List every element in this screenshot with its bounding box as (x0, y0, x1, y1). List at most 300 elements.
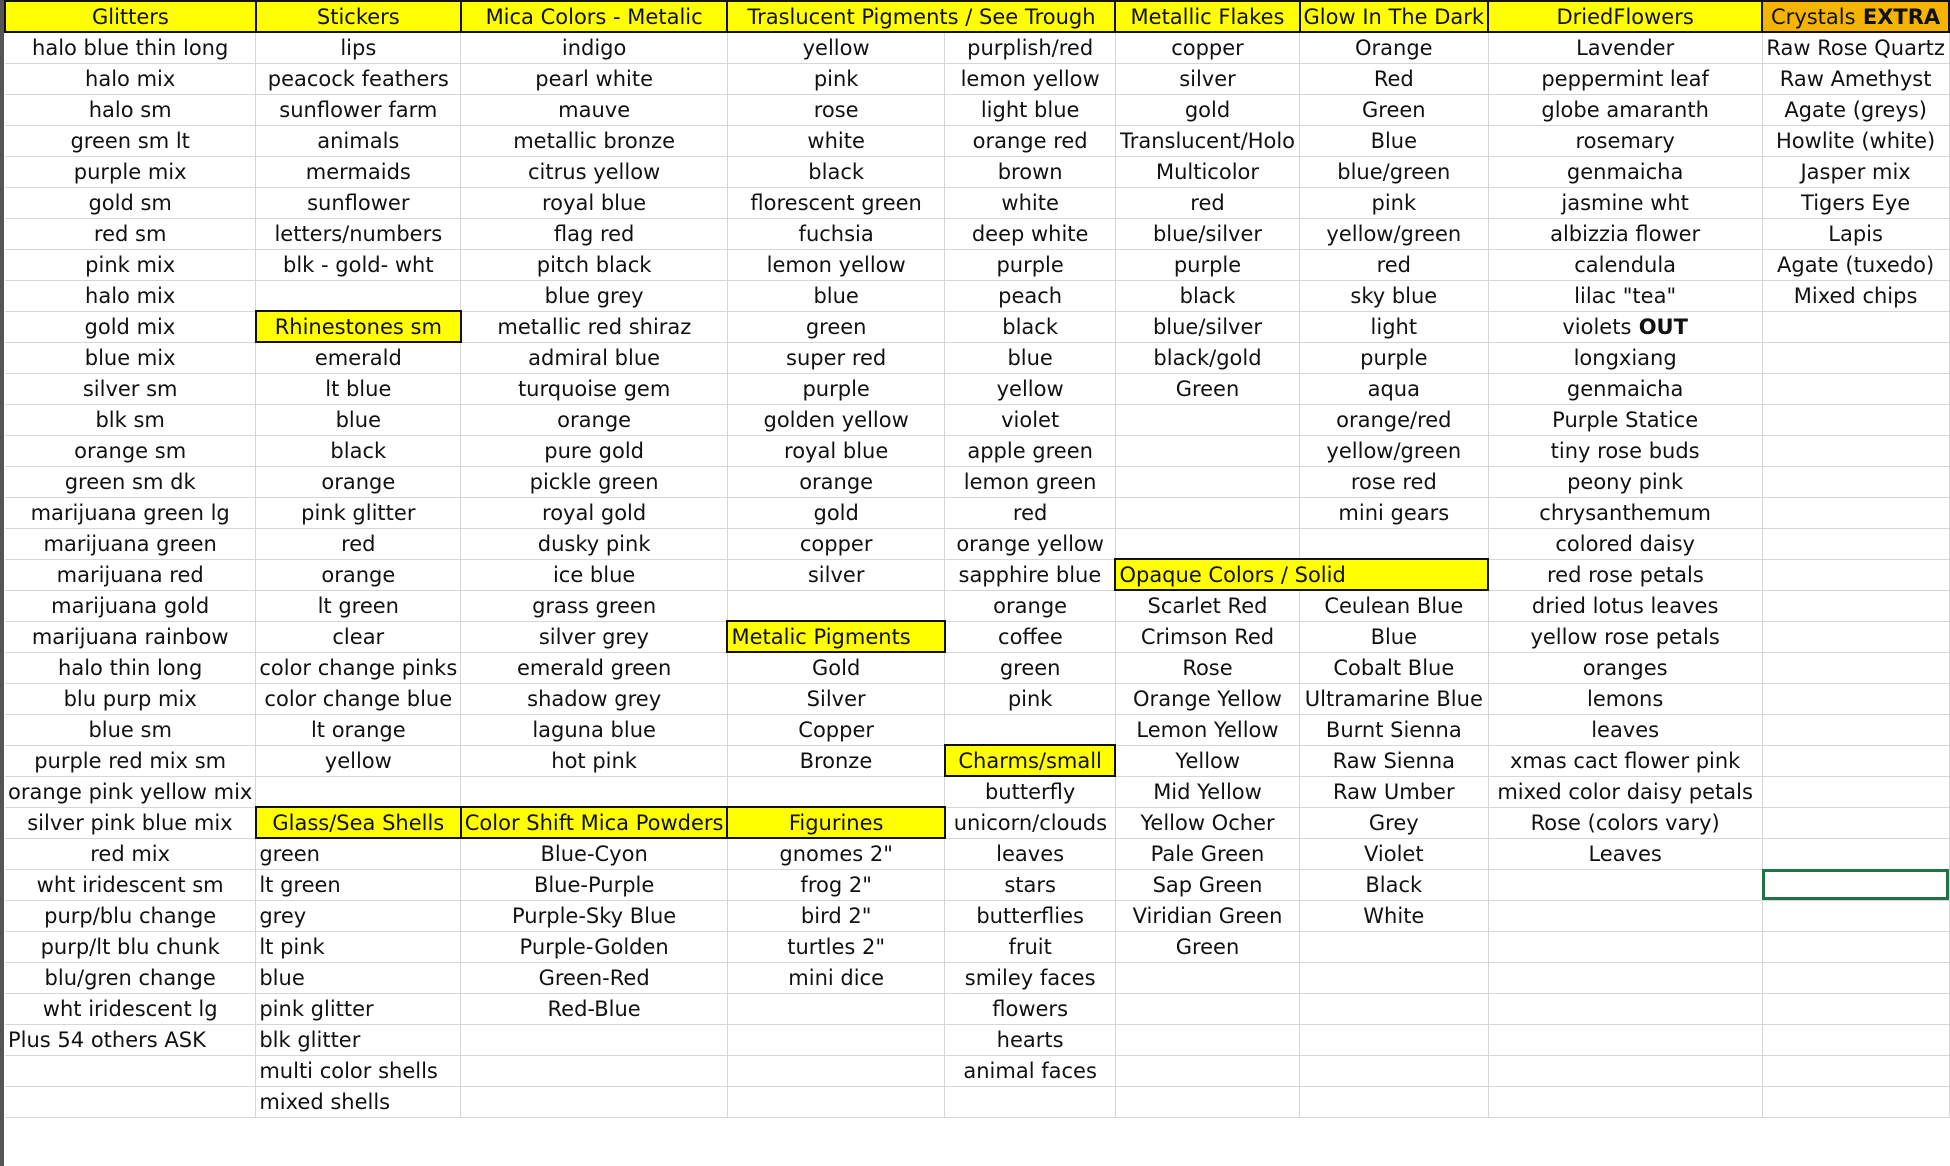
cell[interactable] (727, 776, 944, 807)
category-header-cell[interactable] (727, 621, 944, 652)
cell[interactable] (1762, 590, 1949, 621)
cell[interactable] (945, 125, 1116, 156)
cell[interactable] (1762, 1055, 1949, 1086)
cell[interactable] (727, 528, 944, 559)
cell[interactable] (5, 838, 256, 869)
cell[interactable] (256, 63, 461, 94)
cell[interactable] (1300, 807, 1489, 838)
category-header-cell[interactable] (1300, 1, 1489, 32)
cell[interactable] (1115, 404, 1299, 435)
cell[interactable] (727, 559, 944, 590)
cell[interactable] (461, 404, 728, 435)
cell[interactable] (727, 342, 944, 373)
cell[interactable] (727, 900, 944, 931)
cell[interactable] (945, 683, 1116, 714)
cell[interactable] (1300, 652, 1489, 683)
cell[interactable] (5, 745, 256, 776)
cell[interactable] (5, 1024, 256, 1055)
cell[interactable] (461, 838, 728, 869)
cell[interactable] (727, 373, 944, 404)
cell[interactable] (1115, 652, 1299, 683)
cell[interactable] (5, 931, 256, 962)
category-header-cell[interactable] (1115, 559, 1488, 590)
cell[interactable] (1300, 590, 1489, 621)
cell[interactable] (1115, 621, 1299, 652)
cell[interactable] (1488, 125, 1762, 156)
cell[interactable] (945, 311, 1116, 342)
cell[interactable] (1762, 466, 1949, 497)
cell[interactable] (1488, 900, 1762, 931)
cell[interactable] (727, 869, 944, 900)
cell[interactable] (727, 187, 944, 218)
cell[interactable] (5, 218, 256, 249)
cell[interactable] (1115, 249, 1299, 280)
cell[interactable] (256, 621, 461, 652)
cell[interactable] (1762, 714, 1949, 745)
cell[interactable] (1300, 900, 1489, 931)
cell[interactable] (1488, 404, 1762, 435)
cell[interactable] (945, 807, 1116, 838)
cell[interactable] (256, 1024, 461, 1055)
cell[interactable] (1762, 621, 1949, 652)
cell[interactable] (1115, 714, 1299, 745)
cell[interactable] (5, 807, 256, 838)
cell[interactable] (945, 776, 1116, 807)
cell[interactable] (5, 311, 256, 342)
cell[interactable] (1488, 993, 1762, 1024)
cell[interactable] (1762, 435, 1949, 466)
cell[interactable] (1115, 311, 1299, 342)
cell[interactable] (5, 404, 256, 435)
cell[interactable] (1300, 497, 1489, 528)
cell[interactable] (945, 838, 1116, 869)
cell[interactable] (1488, 590, 1762, 621)
cell[interactable] (727, 745, 944, 776)
cell[interactable] (945, 559, 1116, 590)
category-header-cell[interactable] (727, 1, 1115, 32)
cell[interactable] (1488, 187, 1762, 218)
cell[interactable] (461, 559, 728, 590)
cell[interactable] (461, 528, 728, 559)
cell[interactable] (256, 187, 461, 218)
cell[interactable] (1115, 125, 1299, 156)
cell[interactable] (1762, 187, 1949, 218)
cell[interactable] (1488, 652, 1762, 683)
cell[interactable] (1300, 931, 1489, 962)
cell[interactable] (1762, 559, 1949, 590)
cell[interactable] (256, 776, 461, 807)
cell[interactable] (727, 435, 944, 466)
cell[interactable] (461, 63, 728, 94)
cell[interactable] (727, 249, 944, 280)
cell[interactable] (1300, 342, 1489, 373)
cell[interactable] (461, 869, 728, 900)
cell[interactable] (1115, 280, 1299, 311)
cell[interactable] (461, 280, 728, 311)
cell[interactable] (1762, 249, 1949, 280)
cell[interactable] (1300, 838, 1489, 869)
cell[interactable] (461, 156, 728, 187)
cell[interactable] (727, 838, 944, 869)
cell[interactable] (1115, 962, 1299, 993)
cell[interactable] (461, 931, 728, 962)
cell[interactable] (1115, 869, 1299, 900)
cell[interactable] (1762, 807, 1949, 838)
cell[interactable] (945, 94, 1116, 125)
cell[interactable] (461, 32, 728, 63)
cell[interactable] (1762, 1086, 1949, 1117)
cell[interactable] (5, 342, 256, 373)
cell[interactable] (727, 125, 944, 156)
cell[interactable] (1762, 342, 1949, 373)
cell[interactable] (727, 94, 944, 125)
cell[interactable] (1115, 435, 1299, 466)
cell[interactable] (727, 683, 944, 714)
cell[interactable] (727, 1086, 944, 1117)
cell[interactable] (1115, 683, 1299, 714)
cell[interactable] (1115, 1024, 1299, 1055)
cell[interactable] (5, 993, 256, 1024)
cell[interactable] (1762, 497, 1949, 528)
cell[interactable] (1488, 218, 1762, 249)
cell[interactable] (1300, 32, 1489, 63)
cell[interactable] (1300, 962, 1489, 993)
cell[interactable] (945, 373, 1116, 404)
cell[interactable] (256, 249, 461, 280)
category-header-cell[interactable] (256, 807, 461, 838)
cell[interactable] (256, 32, 461, 63)
cell[interactable] (945, 404, 1116, 435)
cell[interactable] (461, 125, 728, 156)
cell[interactable] (256, 404, 461, 435)
cell[interactable] (1762, 156, 1949, 187)
cell[interactable] (1115, 497, 1299, 528)
cell[interactable] (1115, 466, 1299, 497)
cell[interactable] (461, 466, 728, 497)
cell[interactable] (5, 559, 256, 590)
cell[interactable] (1115, 32, 1299, 63)
cell[interactable] (461, 1055, 728, 1086)
cell[interactable] (1300, 1055, 1489, 1086)
cell[interactable] (1115, 745, 1299, 776)
cell[interactable] (1115, 1086, 1299, 1117)
cell[interactable] (256, 497, 461, 528)
cell[interactable] (1115, 373, 1299, 404)
cell[interactable] (5, 280, 256, 311)
cell[interactable] (727, 993, 944, 1024)
cell[interactable] (1115, 218, 1299, 249)
cell[interactable] (1762, 931, 1949, 962)
cell[interactable] (1300, 373, 1489, 404)
cell[interactable] (1762, 962, 1949, 993)
cell[interactable] (1115, 187, 1299, 218)
cell[interactable] (461, 373, 728, 404)
cell[interactable] (1762, 1024, 1949, 1055)
cell[interactable] (256, 435, 461, 466)
cell[interactable] (1300, 187, 1489, 218)
cell[interactable] (5, 249, 256, 280)
cell[interactable] (1488, 714, 1762, 745)
cell[interactable] (727, 404, 944, 435)
cell[interactable] (1488, 342, 1762, 373)
cell[interactable] (1488, 528, 1762, 559)
cell[interactable] (1300, 280, 1489, 311)
cell[interactable] (1115, 156, 1299, 187)
cell[interactable] (1300, 63, 1489, 94)
cell[interactable] (5, 63, 256, 94)
cell[interactable] (1300, 249, 1489, 280)
cell[interactable] (727, 156, 944, 187)
cell[interactable] (1762, 776, 1949, 807)
cell[interactable] (945, 993, 1116, 1024)
cell[interactable] (1762, 63, 1949, 94)
cell[interactable] (1115, 807, 1299, 838)
cell[interactable] (945, 156, 1116, 187)
cell[interactable] (5, 187, 256, 218)
cell[interactable] (256, 373, 461, 404)
cell[interactable] (256, 1055, 461, 1086)
cell[interactable] (1115, 776, 1299, 807)
cell[interactable] (945, 497, 1116, 528)
cell[interactable] (727, 590, 944, 621)
cell[interactable] (1488, 32, 1762, 63)
cell[interactable] (461, 311, 728, 342)
cell[interactable] (5, 156, 256, 187)
cell[interactable] (5, 900, 256, 931)
cell[interactable] (5, 466, 256, 497)
cell[interactable] (461, 187, 728, 218)
cell[interactable] (1762, 125, 1949, 156)
cell[interactable] (256, 931, 461, 962)
category-header-cell[interactable] (727, 807, 944, 838)
cell[interactable] (5, 776, 256, 807)
cell[interactable] (461, 900, 728, 931)
cell[interactable] (461, 1024, 728, 1055)
cell[interactable] (461, 435, 728, 466)
cell[interactable] (1300, 776, 1489, 807)
cell[interactable] (945, 280, 1116, 311)
category-header-cell[interactable] (1762, 1, 1949, 32)
cell[interactable] (1115, 590, 1299, 621)
cell[interactable] (1488, 280, 1762, 311)
cell[interactable] (1300, 311, 1489, 342)
cell[interactable] (1488, 435, 1762, 466)
cell[interactable] (1488, 776, 1762, 807)
cell[interactable] (1300, 869, 1489, 900)
cell[interactable] (5, 714, 256, 745)
cell[interactable] (1488, 807, 1762, 838)
cell[interactable] (1488, 311, 1762, 342)
cell[interactable] (1300, 435, 1489, 466)
category-header-cell[interactable] (461, 807, 728, 838)
cell[interactable] (1762, 218, 1949, 249)
cell[interactable] (1300, 714, 1489, 745)
cell[interactable] (461, 342, 728, 373)
cell[interactable] (1300, 1086, 1489, 1117)
cell[interactable] (1300, 404, 1489, 435)
cell[interactable] (5, 125, 256, 156)
cell[interactable] (727, 1055, 944, 1086)
cell[interactable] (5, 652, 256, 683)
cell[interactable] (1300, 528, 1489, 559)
cell[interactable] (256, 559, 461, 590)
cell[interactable] (727, 32, 944, 63)
cell[interactable] (1300, 683, 1489, 714)
cell[interactable] (727, 497, 944, 528)
selected-cell[interactable] (1762, 869, 1949, 900)
cell[interactable] (256, 962, 461, 993)
cell[interactable] (256, 714, 461, 745)
cell[interactable] (1115, 1055, 1299, 1086)
cell[interactable] (1488, 621, 1762, 652)
cell[interactable] (1488, 1024, 1762, 1055)
cell[interactable] (727, 218, 944, 249)
cell[interactable] (461, 218, 728, 249)
cell[interactable] (945, 435, 1116, 466)
category-header-cell[interactable] (5, 1, 256, 32)
cell[interactable] (945, 466, 1116, 497)
cell[interactable] (727, 466, 944, 497)
cell[interactable] (461, 714, 728, 745)
cell[interactable] (1488, 931, 1762, 962)
cell[interactable] (1488, 559, 1762, 590)
cell[interactable] (1762, 373, 1949, 404)
cell[interactable] (1762, 652, 1949, 683)
cell[interactable] (256, 125, 461, 156)
cell[interactable] (461, 962, 728, 993)
cell[interactable] (1300, 993, 1489, 1024)
cell[interactable] (945, 1086, 1116, 1117)
cell[interactable] (5, 590, 256, 621)
cell[interactable] (461, 652, 728, 683)
cell[interactable] (945, 63, 1116, 94)
cell[interactable] (945, 1055, 1116, 1086)
cell[interactable] (945, 869, 1116, 900)
cell[interactable] (945, 528, 1116, 559)
cell[interactable] (1300, 94, 1489, 125)
cell[interactable] (461, 745, 728, 776)
cell[interactable] (1115, 993, 1299, 1024)
cell[interactable] (256, 993, 461, 1024)
cell[interactable] (5, 621, 256, 652)
category-header-cell[interactable] (1488, 1, 1762, 32)
cell[interactable] (1488, 373, 1762, 404)
cell[interactable] (5, 869, 256, 900)
cell[interactable] (1762, 993, 1949, 1024)
cell[interactable] (1115, 63, 1299, 94)
cell[interactable] (1762, 280, 1949, 311)
cell[interactable] (1762, 900, 1949, 931)
cell[interactable] (1300, 466, 1489, 497)
cell[interactable] (1488, 683, 1762, 714)
cell[interactable] (461, 94, 728, 125)
cell[interactable] (1300, 156, 1489, 187)
cell[interactable] (256, 869, 461, 900)
cell[interactable] (5, 32, 256, 63)
cell[interactable] (256, 94, 461, 125)
cell[interactable] (1300, 125, 1489, 156)
cell[interactable] (1488, 869, 1762, 900)
cell[interactable] (1115, 931, 1299, 962)
cell[interactable] (256, 1086, 461, 1117)
cell[interactable] (1762, 838, 1949, 869)
cell[interactable] (727, 714, 944, 745)
cell[interactable] (461, 249, 728, 280)
cell[interactable] (1488, 466, 1762, 497)
cell[interactable] (256, 590, 461, 621)
cell[interactable] (5, 497, 256, 528)
cell[interactable] (1762, 528, 1949, 559)
cell[interactable] (1488, 156, 1762, 187)
cell[interactable] (945, 187, 1116, 218)
cell[interactable] (1115, 528, 1299, 559)
cell[interactable] (945, 621, 1116, 652)
cell[interactable] (727, 311, 944, 342)
category-header-cell[interactable] (256, 311, 461, 342)
cell[interactable] (5, 962, 256, 993)
cell[interactable] (5, 435, 256, 466)
cell[interactable] (256, 342, 461, 373)
cell[interactable] (256, 528, 461, 559)
cell[interactable] (945, 1024, 1116, 1055)
cell[interactable] (1300, 745, 1489, 776)
cell[interactable] (5, 683, 256, 714)
cell[interactable] (945, 32, 1116, 63)
cell[interactable] (461, 776, 728, 807)
cell[interactable] (1488, 497, 1762, 528)
cell[interactable] (1300, 1024, 1489, 1055)
cell[interactable] (256, 900, 461, 931)
cell[interactable] (461, 621, 728, 652)
cell[interactable] (1488, 962, 1762, 993)
cell[interactable] (461, 1086, 728, 1117)
cell[interactable] (1488, 249, 1762, 280)
cell[interactable] (1115, 342, 1299, 373)
cell[interactable] (5, 94, 256, 125)
cell[interactable] (1762, 683, 1949, 714)
cell[interactable] (945, 714, 1116, 745)
cell[interactable] (945, 962, 1116, 993)
cell[interactable] (945, 590, 1116, 621)
cell[interactable] (1488, 1055, 1762, 1086)
cell[interactable] (256, 156, 461, 187)
cell[interactable] (256, 466, 461, 497)
cell[interactable] (5, 528, 256, 559)
cell[interactable] (1488, 745, 1762, 776)
cell[interactable] (1300, 621, 1489, 652)
cell[interactable] (256, 745, 461, 776)
category-header-cell[interactable] (461, 1, 728, 32)
cell[interactable] (461, 497, 728, 528)
cell[interactable] (727, 931, 944, 962)
cell[interactable] (1115, 838, 1299, 869)
cell[interactable] (945, 652, 1116, 683)
cell[interactable] (461, 683, 728, 714)
cell[interactable] (727, 962, 944, 993)
cell[interactable] (1762, 745, 1949, 776)
cell[interactable] (945, 931, 1116, 962)
cell[interactable] (1115, 900, 1299, 931)
cell[interactable] (727, 280, 944, 311)
category-header-cell[interactable] (256, 1, 461, 32)
cell[interactable] (727, 1024, 944, 1055)
cell[interactable] (5, 373, 256, 404)
cell[interactable] (256, 218, 461, 249)
cell[interactable] (727, 652, 944, 683)
cell[interactable] (1488, 63, 1762, 94)
cell[interactable] (1488, 1086, 1762, 1117)
cell[interactable] (945, 900, 1116, 931)
